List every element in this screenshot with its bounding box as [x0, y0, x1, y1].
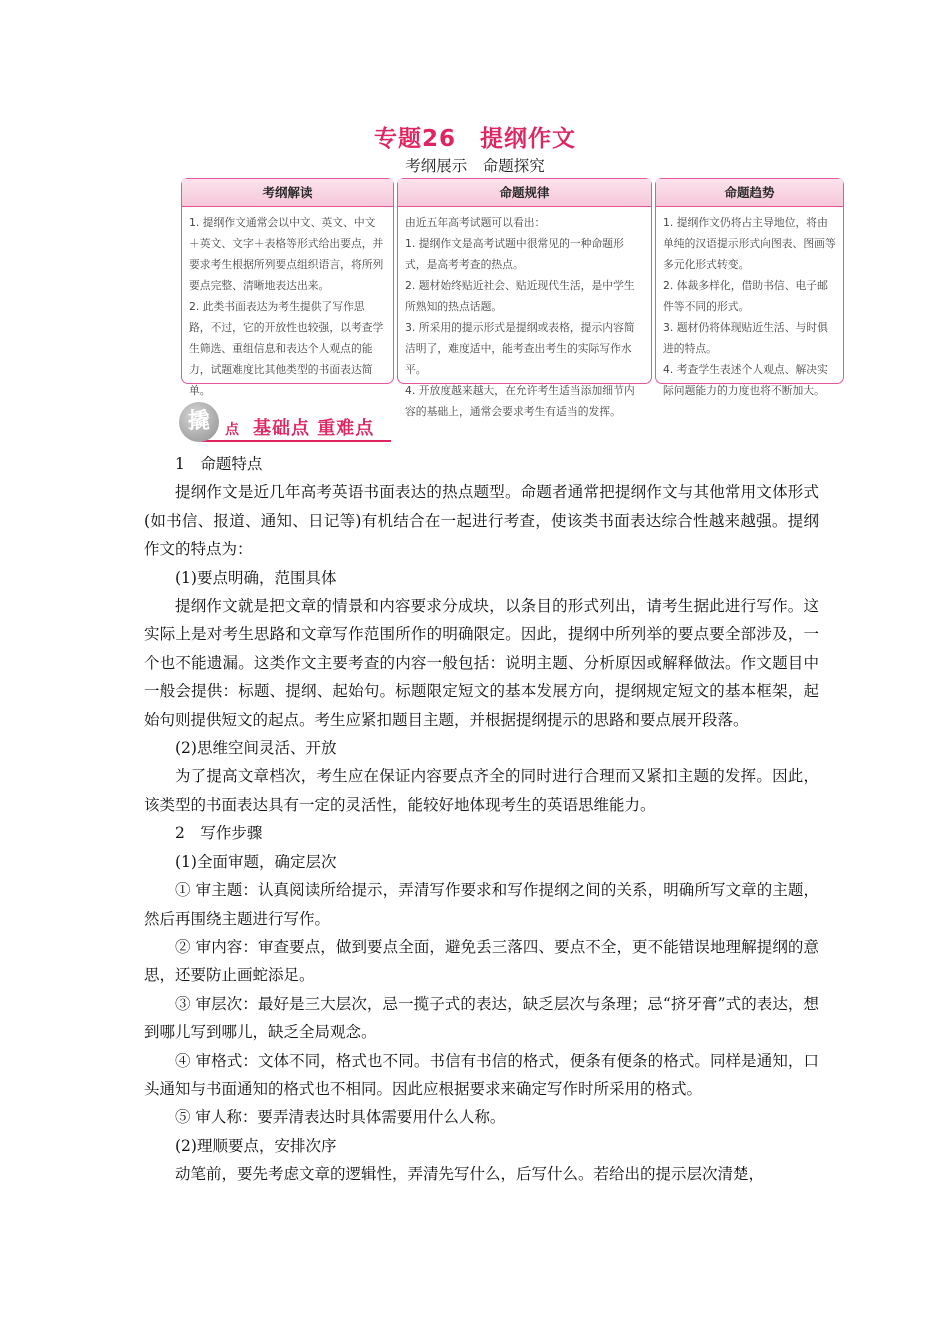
column-header: 命题趋势: [656, 179, 843, 207]
badge-label: 基础点 重难点: [253, 418, 375, 439]
page-subtitle: 考纲展示 命题探究: [405, 157, 545, 175]
paragraph: 为了提高文章档次，考生应在保证内容要点齐全的同时进行合理而又紧扣主题的发挥。因此，该类型的书面表达具有一定的灵活性，能较好地体现考生的英语思维能力。: [144, 767, 819, 814]
paragraph: ⑤ 审人称：要弄清表达时具体需要用什么人称。: [175, 1108, 506, 1127]
column-line: 1. 提纲作文是高考试题中很常见的一种命题形式，是高考考查的热点。: [405, 237, 624, 271]
column-line: 1. 提纲作文通常会以中文、英文、中文＋英文、文字＋表格等形式给出要点，并要求考生根据所列要点组织语言，将所列要点完整、清晰地表达出来。: [189, 216, 384, 292]
column-line: 4. 开放度越来越大，在允许考生适当添加细节内容的基础上，通常会要求考生有适当的发挥。: [405, 384, 635, 418]
column-line: 2. 体裁多样化，借助书信、电子邮件等不同的形式。: [663, 279, 828, 313]
overview-table: [181, 178, 844, 418]
column-line: 3. 题材仍将体现贴近生活、与时俱进的特点。: [663, 321, 828, 355]
paragraph: ① 审主题：认真阅读所给提示，弄清写作要求和写作提纲之间的关系，明确所写文章的主题，然后再围绕主题进行写作。: [144, 881, 819, 928]
paragraph: 提纲作文就是把文章的情景和内容要求分成块，以条目的形式列出，请考生据此进行写作。这实际上是对考生思路和文章写作范围所作的明确限定。因此，提纲中所列举的要点要全部涉及，一个也不能遗漏。这类作文主要考查的内容一般包括：说明主题、分析原因或解释做法。作文题目中一般会提供：标题、提纲、起始句。标题限定短文的基本发展方向，提纲规定短文的基本框架，起始句则提供短文的起点。考生应紧扣题目主题，并根据提纲提示的思路和要点展开段落。: [144, 597, 819, 729]
paragraph: ③ 审层次：最好是三大层次，忌一揽子式的表达，缺乏层次与条理；忌“挤牙膏”式的表达，想到哪儿写到哪儿，缺乏全局观念。: [144, 994, 819, 1042]
column-line: 由近五年高考试题可以看出：: [405, 216, 546, 229]
subsection-heading: (2)理顺要点，安排次序: [175, 1136, 337, 1155]
column-line: 4. 考查学生表述个人观点、解决实际问题能力的力度也将不断加大。: [663, 363, 828, 397]
subsection-heading: (1)全面审题，确定层次: [175, 852, 337, 871]
badge-icon: 撬: [179, 402, 219, 442]
badge-strip: [201, 413, 391, 442]
section-heading: 2 写作步骤: [175, 824, 263, 843]
column-body: [182, 207, 393, 406]
paragraph: 动笔前，要先考虑文章的逻辑性，弄清先写什么，后写什么。若给出的提示层次清楚，: [175, 1165, 765, 1184]
paragraph: ② 审内容：审查要点，做到要点全面，避免丢三落四、要点不全，更不能错误地理解提纲的意思，还要防止画蛇添足。: [144, 937, 819, 985]
page-title: 专题26 提纲作文: [373, 126, 576, 152]
column-pattern: [397, 178, 652, 418]
subsection-heading: (2)思维空间灵活、开放: [175, 739, 337, 758]
column-header: 命题规律: [398, 179, 651, 207]
section-badge: [179, 402, 393, 442]
column-body: [656, 207, 843, 406]
badge-small-label: 点: [225, 422, 239, 438]
column-body: [398, 207, 651, 427]
column-syllabus: [181, 178, 394, 397]
section-heading: 1 命题特点: [175, 455, 263, 473]
column-trend: [655, 178, 844, 397]
main-content: [144, 450, 819, 1189]
column-line: 2. 题材始终贴近社会、贴近现代生活，是中学生所熟知的热点话题。: [405, 279, 635, 313]
column-line: 2. 此类书面表达为考生提供了写作思路，不过，它的开放性也较强，以考查学生筛选、重组信息和表达个人观点的能力，试题难度比其他类型的书面表达简单。: [189, 300, 384, 397]
paragraph: ④ 审格式：文体不同，格式也不同。书信有书信的格式，便条有便条的格式。同样是通知，口头通知与书面通知的格式也不相同。因此应根据要求来确定写作时所采用的格式。: [144, 1051, 819, 1098]
subsection-heading: (1)要点明确，范围具体: [175, 568, 337, 587]
paragraph: 提纲作文是近几年高考英语书面表达的热点题型。命题者通常把提纲作文与其他常用文体形式(如书信、报道、通知、日记等)有机结合在一起进行考查，使该类书面表达综合性越来越强。提纲作文的特点为：: [144, 483, 819, 559]
column-line: 3. 所采用的提示形式是提纲或表格，提示内容简洁明了，难度适中，能考查出考生的实际写作水平。: [405, 321, 635, 376]
column-header: 考纲解读: [182, 179, 393, 207]
column-line: 1. 提纲作文仍将占主导地位，将由单纯的汉语提示形式向图表、图画等多元化形式转变。: [663, 216, 836, 271]
